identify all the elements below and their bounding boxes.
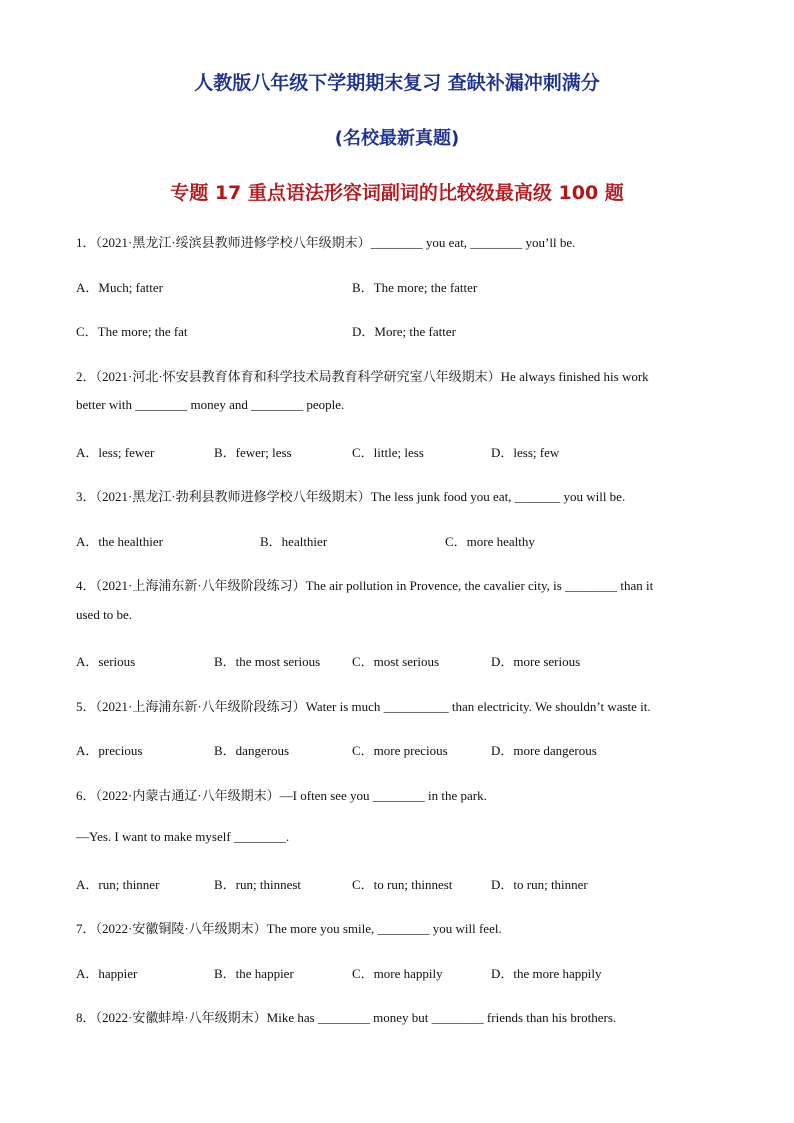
question-1-option-a: A．Much; fatter bbox=[76, 280, 164, 295]
question-7-stem: 7．（2022·安徽铜陵·八年级期末）The more you smile, ________ you will feel. bbox=[76, 921, 502, 936]
question-2-option-b: B．fewer; less bbox=[214, 445, 292, 460]
question-1-stem: 1．（2021·黑龙江·绥滨县教师进修学校八年级期末）________ you eat, ________ you’ll be. bbox=[76, 235, 576, 250]
question-4-option-c: C．most serious bbox=[352, 654, 440, 669]
question-1-option-b: B．The more; the fatter bbox=[352, 280, 478, 295]
document-subtitle: (名校最新真题) bbox=[334, 128, 460, 149]
question-5-option-a: A．precious bbox=[76, 743, 143, 758]
question-3-stem: 3．（2021·黑龙江·勃利县教师进修学校八年级期末）The less junk food you eat, _______ you will be. bbox=[76, 489, 626, 504]
topic-heading: 专题 17 重点语法形容词副词的比较级最高级 100 题 bbox=[170, 182, 624, 204]
question-2-stem: 2．（2021·河北·怀安县教育体育和科学技术局教育科学研究室八年级期末）He always finished his work bbox=[76, 369, 649, 384]
question-6-stem-continued: —Yes. I want to make myself ________. bbox=[76, 829, 290, 844]
question-6-option-d: D．to run; thinner bbox=[491, 877, 588, 892]
question-4-stem-continued: used to be. bbox=[76, 607, 132, 622]
question-5-option-c: C．more precious bbox=[352, 743, 448, 758]
question-5-stem: 5．（2021·上海浦东新·八年级阶段练习）Water is much __________ than electricity. We shouldn’t waste it. bbox=[76, 699, 651, 714]
question-6-option-c: C．to run; thinnest bbox=[352, 877, 453, 892]
document-title: 人教版八年级下学期期末复习 查缺补漏冲刺满分 bbox=[194, 72, 600, 94]
question-2-option-d: D．less; few bbox=[491, 445, 560, 460]
question-7-option-b: B．the happier bbox=[214, 966, 294, 981]
question-2-stem-continued: better with ________ money and ________ people. bbox=[76, 397, 345, 412]
question-1-option-d: D．More; the fatter bbox=[352, 324, 456, 339]
question-5-option-d: D．more dangerous bbox=[491, 743, 597, 758]
question-4-stem: 4．（2021·上海浦东新·八年级阶段练习）The air pollution in Provence, the cavalier city, is ________ than it bbox=[76, 578, 654, 593]
question-1-option-c: C．The more; the fat bbox=[76, 324, 188, 339]
question-4-option-b: B．the most serious bbox=[214, 654, 321, 669]
question-2-option-a: A．less; fewer bbox=[76, 445, 155, 460]
question-4-option-d: D．more serious bbox=[491, 654, 581, 669]
question-8-stem: 8．（2022·安徽蚌埠·八年级期末）Mike has ________ money but ________ friends than his brothers. bbox=[76, 1010, 617, 1025]
question-4-option-a: A．serious bbox=[76, 654, 136, 669]
question-6-option-b: B．run; thinnest bbox=[214, 877, 302, 892]
question-3-option-b: B．healthier bbox=[260, 534, 328, 549]
question-5-option-b: B．dangerous bbox=[214, 743, 290, 758]
question-7-option-d: D．the more happily bbox=[491, 966, 602, 981]
question-2-option-c: C．little; less bbox=[352, 445, 424, 460]
question-6-stem: 6．（2022·内蒙古通辽·八年级期末）—I often see you ________ in the park. bbox=[76, 788, 487, 803]
question-7-option-a: A．happier bbox=[76, 966, 138, 981]
question-3-option-c: C．more healthy bbox=[445, 534, 535, 549]
question-3-option-a: A．the healthier bbox=[76, 534, 163, 549]
question-6-option-a: A．run; thinner bbox=[76, 877, 160, 892]
question-7-option-c: C．more happily bbox=[352, 966, 443, 981]
